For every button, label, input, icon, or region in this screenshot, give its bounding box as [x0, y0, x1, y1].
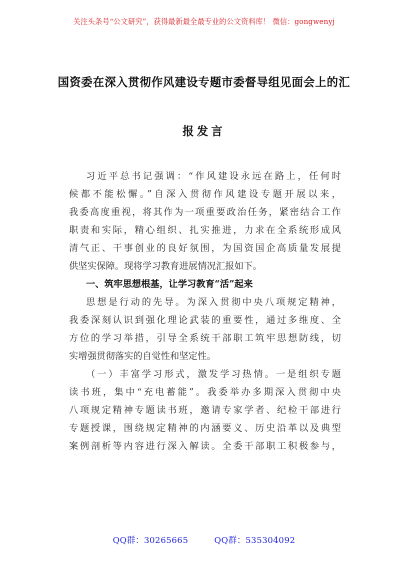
body-line: 候都不能松懈。”自深入贯彻作风建设专题开展以来，	[69, 189, 341, 200]
body-line: 习近平总书记强调：“作风建设永远在路上，任何时	[86, 171, 341, 182]
body-line: 清气正、干事创业的良好氛围，为国资国企高质量发展提	[69, 243, 341, 254]
document-title-line-1: 国资委在深入贯彻作风建设专题市委督导组见面会上的汇	[57, 75, 351, 89]
footer-qq-groups	[0, 534, 408, 546]
body-line: 专题授课，围绕规定精神的内涵要义、历史沿革以及典型	[69, 423, 341, 434]
section-heading: 一、筑牢思想根基，让学习教育“活”起来	[86, 279, 253, 290]
body-line: 职责和实际，精心组织、扎实推进，力求在全系统形成风	[69, 225, 341, 236]
body-line: 案例剖析等内容进行深入解读。全委干部职工积极参与，	[69, 441, 341, 452]
body-line: 供坚实保障。现将学习教育进展情况汇报如下。	[69, 261, 262, 272]
body-line: 思想是行动的先导。为深入贯彻中央八项规定精神，	[86, 297, 341, 308]
qq-group-2: QQ群：535304092	[214, 535, 296, 545]
header-note: 关注头条号“公文研究”，获得最新最全最专业的公文资料库！ 微信：gongwenyj	[73, 17, 335, 26]
body-line: 八项规定精神专题读书班，邀请专家学者、纪检干部进行	[69, 405, 341, 416]
body-line: 我委深刻认识到强化理论武装的重要性，通过多维度、全	[69, 315, 341, 326]
qq-group-1: QQ群：30265665	[112, 535, 189, 545]
body-line: 我委高度重视，将其作为一项重要政治任务，紧密结合工作	[69, 207, 341, 218]
body-line: 方位的学习举措，引导全系统干部职工筑牢思想防线，切	[69, 333, 341, 344]
document-title-line-2: 报发言	[182, 124, 226, 138]
body-line: 读书班，集中“充电蓄能”。我委举办多期深入贯彻中央	[69, 387, 341, 398]
body-line: （一）丰富学习形式，激发学习热情。一是组织专题	[86, 369, 341, 380]
body-line: 实增强贯彻落实的自觉性和坚定性。	[69, 351, 216, 362]
